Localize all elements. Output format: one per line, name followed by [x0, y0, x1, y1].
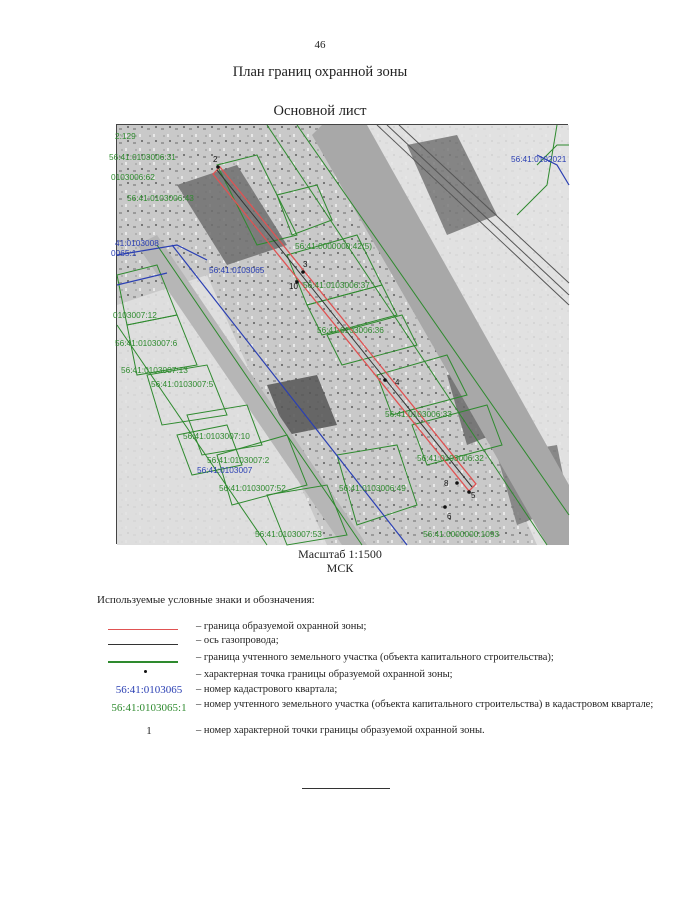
parcel-number: 56:41:0103006:33 [385, 409, 452, 419]
legend-text: – характерная точка границы образуемой охранной зоны; [196, 669, 453, 680]
parcel-number: 56:41:0103007:13 [121, 365, 188, 375]
zone-boundary-symbol [108, 629, 178, 630]
parcel-number: 56:41:0103006:36 [317, 325, 384, 335]
quarter-number: 56:41:0103065 [209, 265, 265, 275]
parcel-number: 2:129 [115, 131, 136, 141]
quarter-number: 41:0103008 [115, 238, 159, 248]
parcel-number: 56:41:0103007:5 [151, 379, 214, 389]
point-number: 8 [444, 479, 449, 488]
legend-text: – ось газопровода; [196, 635, 279, 646]
parcel-number: 0103006:62 [111, 172, 155, 182]
point-number-symbol: 1 [146, 725, 152, 737]
point-number: 2 [213, 155, 218, 164]
point-number: 6 [447, 512, 452, 521]
parcel-number: 56:41:0103006:49 [339, 483, 406, 493]
parcel-number: 56:41:0000000:1093 [423, 529, 500, 539]
parcel-number: 56:41:0103006:31 [109, 152, 176, 162]
parcel-number: 56:41:0103006:37 [303, 280, 370, 290]
point-number: 4 [395, 378, 400, 387]
footer-rule [302, 788, 390, 789]
page-number: 46 [314, 39, 326, 51]
legend-text: – граница учтенного земельного участка (объекта капитального строительства); [196, 652, 554, 663]
map-svg [109, 125, 569, 545]
legend-text: – номер кадастрового квартала; [196, 684, 338, 695]
parcel-number: 56:41:0103006:32 [417, 453, 484, 463]
point-number: 10 [289, 282, 298, 291]
point-symbol [144, 670, 147, 673]
cadastral-map [109, 124, 568, 544]
legend-text: – граница образуемой охранной зоны; [196, 621, 367, 632]
quarter-number: 56:41:0102021 [511, 154, 567, 164]
quarter-number-symbol: 56:41:0103065 [115, 684, 183, 696]
parcel-number: 56:41:0103007:2 [207, 455, 270, 465]
parcel-number: 56:41:0103007:6 [115, 338, 178, 348]
parcel-number: 56:41:0103006:43 [127, 193, 194, 203]
parcel-boundary-symbol [108, 661, 178, 663]
parcel-number: 56:41:0103007:53 [255, 529, 322, 539]
document-title: План границ охранной зоны [232, 64, 408, 80]
parcel-number-symbol: 56:41:0103065:1 [111, 702, 187, 714]
coordinate-system: МСК [326, 561, 354, 575]
parcel-number: 56:41:0000000:42(5) [295, 241, 373, 251]
pipeline-axis-symbol [108, 644, 178, 645]
legend-text: – номер учтенного земельного участка (объекта капитального строительства) в кадастровом квартале; [196, 699, 654, 710]
parcel-number: 56:41:0103007:10 [183, 431, 250, 441]
legend-text: – номер характерной точки границы образуемой охранной зоны. [196, 725, 485, 736]
sheet-title: Основной лист [273, 103, 367, 119]
quarter-number: 56:41:0103007 [197, 465, 253, 475]
legend-heading: Используемые условные знаки и обозначения: [97, 594, 315, 606]
map-scale: Масштаб 1:1500 [298, 547, 382, 561]
parcel-number: 0103007:12 [113, 310, 157, 320]
point-number: 3 [303, 260, 308, 269]
parcel-number: 56:41:0103007:52 [219, 483, 286, 493]
quarter-number: 0065:1 [111, 248, 137, 258]
point-number: 5 [471, 491, 476, 500]
